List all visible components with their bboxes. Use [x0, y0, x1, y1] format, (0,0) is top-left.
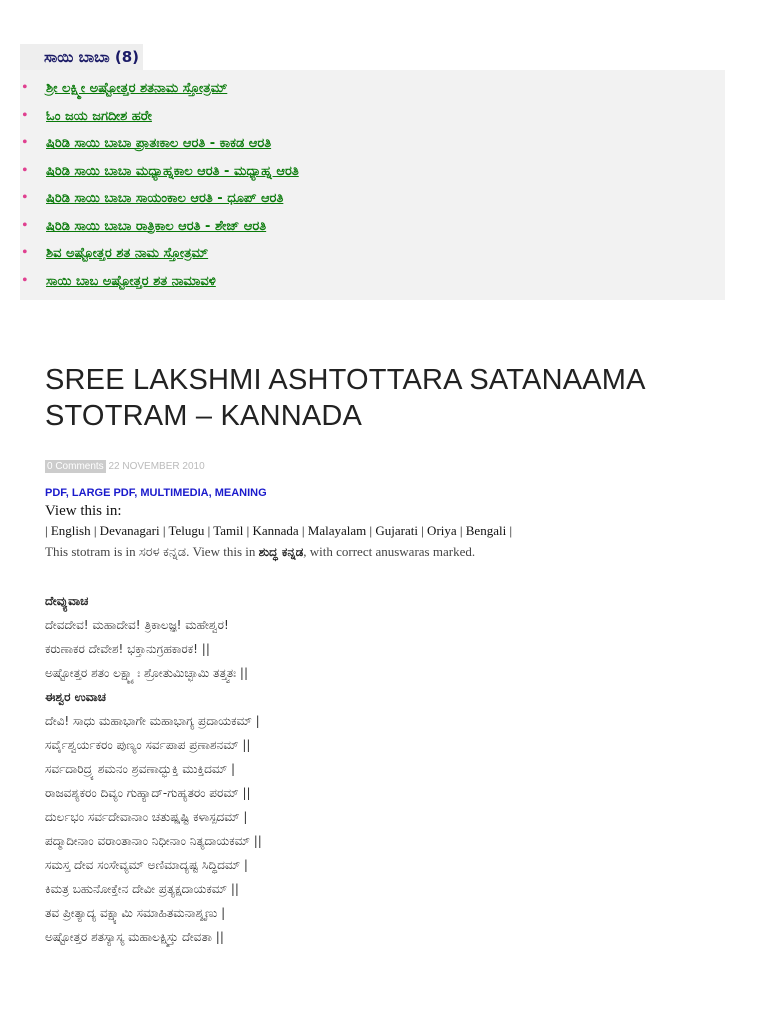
- related-link[interactable]: ಶಿವ ಅಷ್ಟೋತ್ತರ ಶತ ನಾಮ ಸ್ತೋತ್ರಮ್: [46, 246, 209, 261]
- related-link[interactable]: ಸಾಯಿ ಬಾಬ ಅಷ್ಟೋತ್ತರ ಶತ ನಾಮಾವಳಿ: [46, 273, 216, 289]
- large-pdf-link[interactable]: LARGE PDF: [71, 487, 135, 499]
- stotram-verse-line: ಸರ್ವೈಶ್ವರ್ಯಕರಂ ಪುಣ್ಯಂ ಸರ್ವಪಾಪ ಪ್ರಣಾಶನಮ್ ||: [45, 738, 251, 752]
- comments-link[interactable]: 0 Comments: [47, 461, 104, 472]
- post-meta: [45, 461, 205, 472]
- post-date: 22 NOVEMBER 2010: [108, 461, 205, 472]
- related-posts-title: ಸಾಯಿ ಬಾಬಾ (8): [20, 44, 143, 70]
- bullet-icon: •: [22, 189, 28, 206]
- stotram-verse-line: ತವ ಪ್ರೀತ್ಯಾದ್ಯ ವಕ್ಷ್ಯಾಮಿ ಸಮಾಹಿತಮನಾಶ್ಶೃಣು |: [45, 906, 226, 920]
- list-item: [20, 129, 725, 157]
- related-posts-list: [20, 70, 725, 300]
- pdf-link[interactable]: PDF: [45, 487, 66, 499]
- related-link[interactable]: ಓಂ ಜಯ ಜಗದೀಶ ಹರೇ: [46, 108, 152, 124]
- language-links[interactable]: | English | Devanagari | Telugu | Tamil | Kannada | Malayalam | Gujarati | Oriya | Bengali |: [45, 523, 513, 538]
- list-item: [20, 102, 725, 130]
- bullet-icon: •: [22, 106, 28, 124]
- related-link[interactable]: ಷಿರಿಡಿ ಸಾಯಿ ಬಾಬಾ ಪ್ರಾತಃಕಾಲ ಆರತಿ - ಕಾಕಡ ಆರತಿ: [46, 136, 272, 151]
- stotram-verse-line: ಅಷ್ಟೋತ್ತರ ಶತಂ ಲಕ್ಷ್ಮ್ಯಾಃ ಶ್ರೋತುಮಿಚ್ಛಾಮಿ ತತ್ತ್ವತಃ ||: [45, 666, 248, 680]
- list-item: [20, 184, 725, 212]
- list-item: [20, 157, 725, 185]
- stotram-verse-line: ಸಮಸ್ತ ದೇವ ಸಂಸೇವ್ಯಮ್ ಅಣಿಮಾದ್ಯಷ್ಟ ಸಿದ್ಧಿದಮ್ |: [45, 858, 248, 872]
- related-posts-widget: [20, 44, 725, 300]
- meaning-link[interactable]: MEANING: [214, 487, 267, 499]
- bullet-icon: •: [22, 271, 28, 289]
- stotram-verse-line: ಕರುಣಾಕರ ದೇವೇಶ! ಭಕ್ತಾನುಗ್ರಹಕಾರಕ! ||: [45, 642, 210, 656]
- view-in-label: View this in:: [45, 503, 122, 519]
- bullet-icon: •: [22, 134, 28, 151]
- stotram-verse-line: ಸರ್ವದಾರಿದ್ರ್ಯ ಶಮನಂ ಶ್ರವಣಾದ್ಭುಕ್ತಿ ಮುಕ್ತಿದಮ್ |: [45, 762, 236, 776]
- stotram-verse-line: ರಾಜವಶ್ಯಕರಂ ದಿವ್ಯಂ ಗುಹ್ಯಾದ್-ಗುಹ್ಯತರಂ ಪರಮ್ ||: [45, 786, 251, 800]
- list-item: [20, 239, 725, 267]
- note-suffix: , with correct anuswaras marked.: [303, 544, 476, 559]
- related-link[interactable]: ಷಿರಿಡಿ ಸಾಯಿ ಬಾಬಾ ರಾತ್ರಿಕಾಲ ಆರತಿ - ಶೇಜ್ ಆರತಿ: [46, 218, 267, 234]
- stotram-verse-line: ಅಷ್ಟೋತ್ತರ ಶತಸ್ಯಾಸ್ಯ ಮಹಾಲಕ್ಷ್ಮಿಸ್ತು ದೇವತಾ ||: [45, 930, 224, 944]
- list-item: [20, 74, 725, 102]
- related-link[interactable]: ಷಿರಿಡಿ ಸಾಯಿ ಬಾಬಾ ಮಧ್ಯಾಹ್ನಕಾಲ ಆರತಿ - ಮಧ್ಯಾಹ್ನ ಆರತಿ: [46, 163, 299, 179]
- format-links: PDF, LARGE PDF, MULTIMEDIA, MEANING: [45, 487, 267, 499]
- list-item: [20, 212, 725, 240]
- script-note: [45, 544, 475, 560]
- bullet-icon: •: [22, 79, 28, 96]
- stotram-verse-line: ದೇವದೇವ! ಮಹಾದೇವ! ತ್ರಿಕಾಲಜ್ಞ! ಮಹೇಶ್ವರ!: [45, 618, 229, 632]
- stotram-verse-line: ಕಿಮತ್ರ ಬಹುನೋಕ್ತೇನ ದೇವೀ ಪ್ರತ್ಯಕ್ಷದಾಯಕಮ್ ||: [45, 882, 239, 896]
- bullet-icon: •: [22, 161, 28, 179]
- stotram-heading: ಈಶ್ವರ ಉವಾಚ: [45, 690, 106, 704]
- multimedia-link[interactable]: MULTIMEDIA: [140, 487, 209, 499]
- related-link[interactable]: ಷಿರಿಡಿ ಸಾಯಿ ಬಾಬಾ ಸಾಯಂಕಾಲ ಆರತಿ - ಧೂಪ್ ಆರತಿ: [46, 191, 284, 206]
- stotram-verse-line: ದೇವಿ! ಸಾಧು ಮಹಾಭಾಗೇ ಮಹಾಭಾಗ್ಯ ಪ್ರದಾಯಕಮ್ |: [45, 714, 260, 728]
- list-item: [20, 267, 725, 295]
- post-title: SREE LAKSHMI ASHTOTTARA SATANAAMA STOTRAM – KANNADA: [45, 364, 645, 432]
- stotram-heading: ದೇವ್ಯುವಾಚ: [45, 594, 89, 608]
- stotram-verse-line: ಪದ್ಮಾದೀನಾಂ ವರಾಂತಾನಾಂ ನಿಧೀನಾಂ ನಿತ್ಯದಾಯಕಮ್ ||: [45, 834, 262, 848]
- stotram-verse-line: ದುರ್ಲಭಂ ಸರ್ವದೇವಾನಾಂ ಚತುಷ್ಷಷ್ಟಿ ಕಳಾಸ್ಪದಮ್ |: [45, 810, 248, 824]
- note-prefix: This stotram is in ಸರಳ ಕನ್ನಡ. View this in: [45, 544, 259, 559]
- stotram-text: [45, 590, 725, 950]
- related-link[interactable]: ಶ್ರೀ ಲಕ್ಷ್ಮೀ ಅಷ್ಟೋತ್ತರ ಶತನಾಮ ಸ್ತೋತ್ರಮ್: [46, 81, 228, 96]
- bullet-icon: •: [22, 216, 28, 234]
- shuddha-kannada-link[interactable]: ಶುದ್ಧ ಕನ್ನಡ: [258, 545, 304, 559]
- bullet-icon: •: [22, 244, 28, 261]
